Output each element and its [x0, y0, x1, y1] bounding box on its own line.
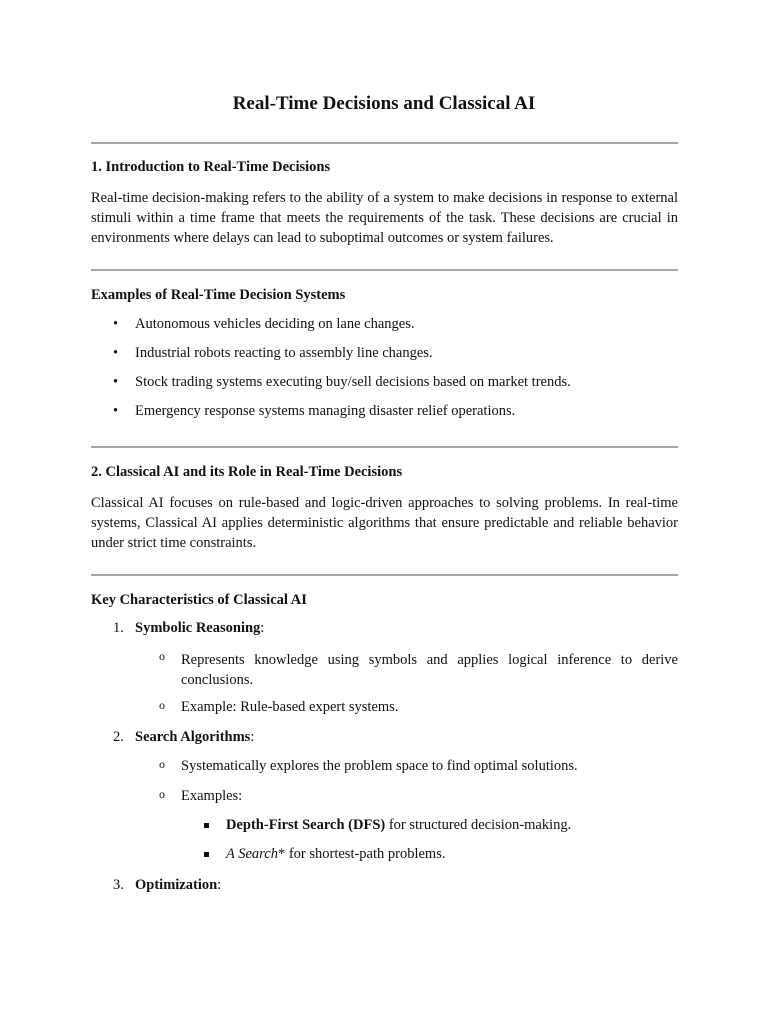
list-item-symbolic-reasoning	[135, 620, 264, 637]
circle-marker: o	[159, 787, 165, 801]
example-item: Stock trading systems executing buy/sell decisions based on market trends.	[135, 374, 571, 390]
list-number: 3.	[113, 877, 124, 893]
example-item: Emergency response systems managing disaster relief operations.	[135, 403, 516, 419]
example-item: Autonomous vehicles deciding on lane changes.	[135, 316, 415, 332]
list-number: 1.	[113, 620, 124, 636]
bullet-marker: •	[113, 374, 119, 390]
circle-marker: o	[159, 649, 165, 663]
algorithm-name: A Search	[226, 846, 278, 862]
section-1-heading: 1. Introduction to Real-Time Decisions	[91, 159, 331, 175]
algorithm-description: for structured decision-making.	[385, 817, 572, 833]
sub-sub-item	[226, 817, 571, 834]
list-item-optimization	[135, 877, 221, 894]
horizontal-rule	[91, 446, 678, 448]
page-title: Real-Time Decisions and Classical AI	[232, 93, 536, 114]
square-bullet-icon	[204, 852, 209, 857]
sub-item: Examples:	[181, 788, 243, 804]
sub-item: Example: Rule-based expert systems.	[181, 699, 399, 715]
item-label: Symbolic Reasoning	[135, 620, 261, 636]
bullet-marker: •	[113, 403, 119, 419]
item-suffix: :	[260, 620, 265, 636]
section-2-paragraph: Classical AI focuses on rule-based and logic-driven approaches to solving problems. In real-time systems, Classical AI applies deterministic algorithms that ensure predictable and reliable behavior under strict time constraints.	[91, 495, 678, 551]
bullet-marker: •	[113, 316, 119, 332]
characteristics-heading: Key Characteristics of Classical AI	[91, 592, 307, 608]
item-label: Search Algorithms	[135, 729, 251, 745]
horizontal-rule	[91, 142, 678, 144]
examples-heading: Examples of Real-Time Decision Systems	[91, 287, 346, 303]
circle-marker: o	[159, 757, 165, 771]
list-number: 2.	[113, 729, 124, 745]
item-label: Optimization	[135, 877, 218, 893]
algorithm-name: Depth-First Search (DFS)	[226, 817, 386, 833]
circle-marker: o	[159, 698, 165, 712]
sub-item: Represents knowledge using symbols and applies logical inference to derive conclusions.	[181, 652, 678, 688]
algorithm-description: * for shortest-path problems.	[277, 846, 446, 862]
square-bullet-icon	[204, 823, 209, 828]
horizontal-rule	[91, 574, 678, 576]
bullet-marker: •	[113, 345, 119, 361]
item-suffix: :	[250, 729, 255, 745]
horizontal-rule	[91, 269, 678, 271]
section-2-heading: 2. Classical AI and its Role in Real-Time Decisions	[91, 464, 403, 480]
item-suffix: :	[217, 877, 222, 893]
section-1-paragraph: Real-time decision-making refers to the ability of a system to make decisions in response to external stimuli within a time frame that meets the requirements of the task. These decisions are crucial in environments where delays can lead to suboptimal outcomes or system failures.	[91, 190, 678, 246]
sub-item: Systematically explores the problem space to find optimal solutions.	[181, 758, 578, 774]
sub-sub-item	[226, 846, 445, 863]
list-item-search-algorithms	[135, 729, 254, 746]
example-item: Industrial robots reacting to assembly line changes.	[135, 345, 433, 361]
